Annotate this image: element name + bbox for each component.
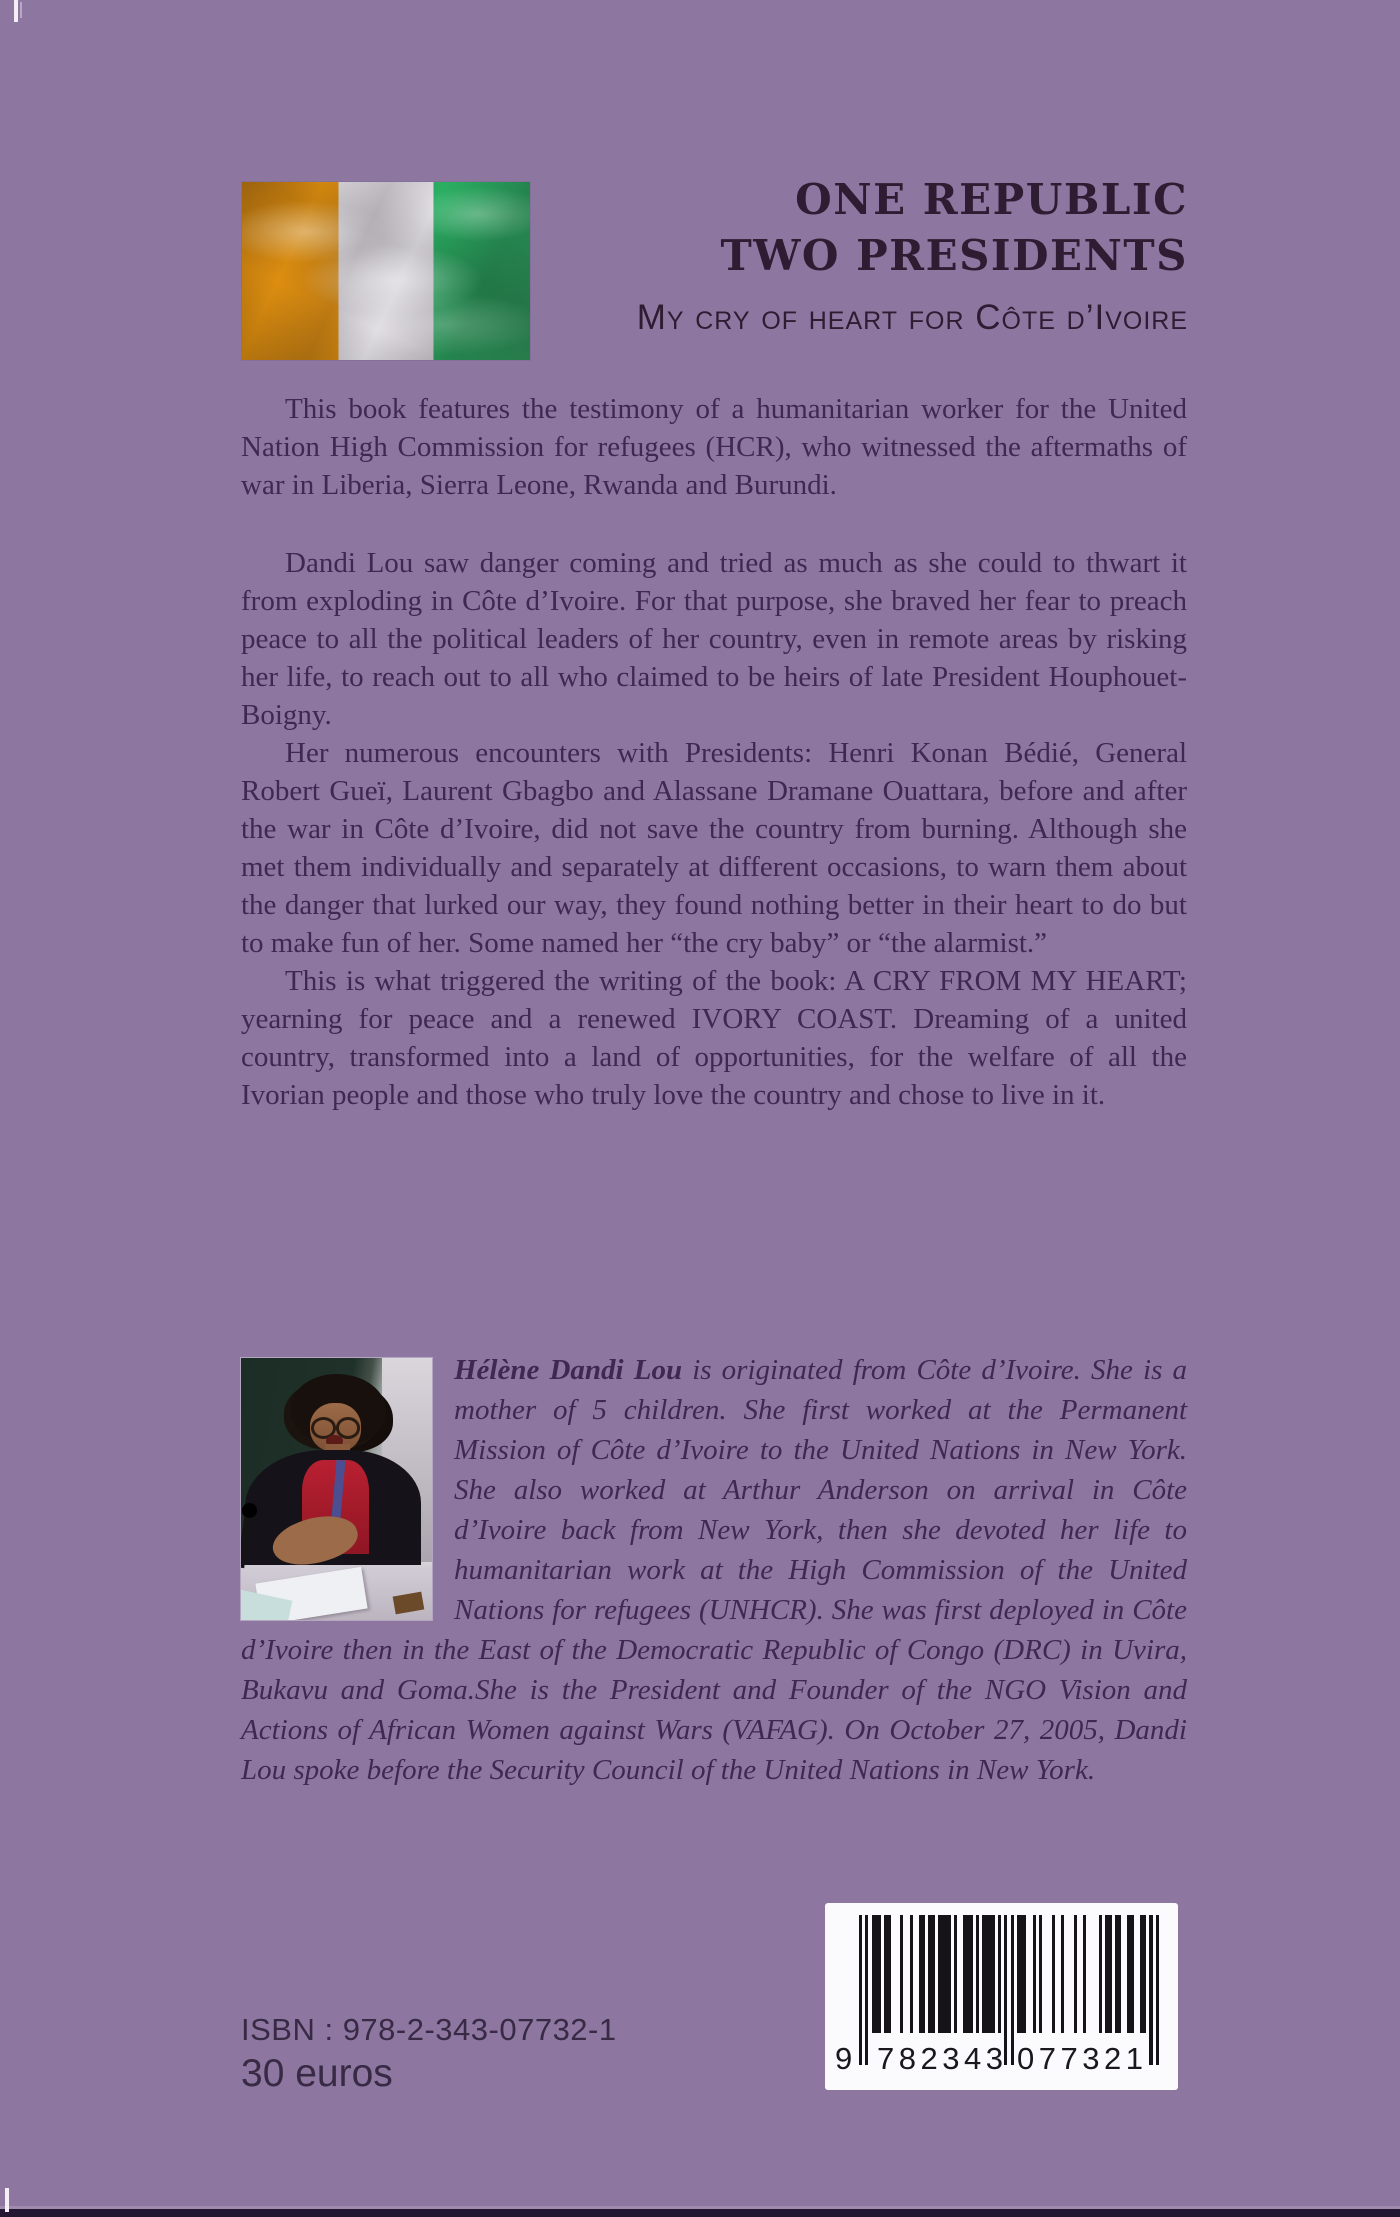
barcode bbox=[825, 1903, 1178, 2090]
author-bio-text: is originated from Côte d’Ivoire. She is a mother of 5 children. She first worked at the Permanent Mission of Côte d’Ivoire to the United Nations in New York. She also worked at Arthur Anderson on arrival in Côte d’Ivoire back from New York, then she devoted her life to humanitarian work at the High Commission of the United Nations for refugees (UNHCR). She was first deployed in Côte d’Ivoire then in the East of the Democratic Republic of Congo (DRC) in Uvira, Bukavu and Goma.She is the President and Founder of the NGO Vision and Actions of African Women against Wars (VAFAG). On October 27, 2005, Dandi Lou spoke before the Security Council of the United Nations in New York. bbox=[241, 1354, 1187, 1786]
synopsis-paragraph: Dandi Lou saw danger coming and tried as much as she could to thwart it from exploding in Côte d’Ivoire. For that purpose, she braved her fear to preach peace to all the political leaders of her country, even in remote areas by risking her life, to reach out to all who claimed to be heirs of late President Houphouet-Boigny. bbox=[241, 547, 1187, 731]
barcode-left-digits: 7 8 2 3 4 3 bbox=[877, 2041, 1003, 2076]
synopsis-paragraph: Her numerous encounters with Presidents: Henri Konan Bédié, General Robert Gueï, Laurent Gbagbo and Alassane Dramane Ouattara, before and after the war in Côte d’Ivoire, did not save the country from burning. Although she met them individually and separately at different occasions, to warn them about the danger that lurked our way, they found nothing better in their heart to do but to make fun of her. Some named her “the cry baby” or “the alarmist.” bbox=[241, 737, 1187, 959]
book-subtitle: My cry of heart for Côte d’Ivoire bbox=[636, 298, 1188, 337]
synopsis-paragraph: This book features the testimony of a humanitarian worker for the United Nation High Commission for refugees (HCR), who witnessed the aftermaths of war in Liberia, Sierra Leone, Rwanda and Burundi. bbox=[241, 393, 1187, 501]
author-bio bbox=[241, 1350, 1187, 1790]
author-photo bbox=[241, 1358, 432, 1620]
title-block bbox=[430, 172, 1188, 338]
barcode-lead-digit: 9 bbox=[835, 2041, 853, 2076]
scan-artifact-tick bbox=[14, 0, 18, 22]
bottom-edge-bar bbox=[0, 2209, 1400, 2217]
photo-glasses bbox=[311, 1417, 361, 1433]
isbn-text: ISBN : 978-2-343-07732-1 bbox=[241, 2012, 617, 2047]
microphone-icon bbox=[242, 1503, 257, 1517]
synopsis-text bbox=[241, 390, 1187, 1114]
book-title-line2: TWO PRESIDENTS bbox=[720, 231, 1188, 280]
book-title-line1: ONE REPUBLIC bbox=[795, 175, 1188, 224]
synopsis-paragraph: This is what triggered the writing of the book: A CRY FROM MY HEART; yearning for peace and a renewed IVORY COAST. Dreaming of a united country, transformed into a land of opportunities, for the welfare of all the Ivorian people and those who truly love the country and chose to live in it. bbox=[241, 965, 1187, 1111]
barcode-right-digits: 0 7 7 3 2 1 bbox=[1017, 2041, 1143, 2076]
price-text: 30 euros bbox=[241, 2052, 393, 2095]
author-name: Hélène Dandi Lou bbox=[454, 1354, 683, 1386]
scan-artifact-tick bbox=[20, 2, 22, 18]
scan-artifact-tick bbox=[5, 2188, 9, 2212]
